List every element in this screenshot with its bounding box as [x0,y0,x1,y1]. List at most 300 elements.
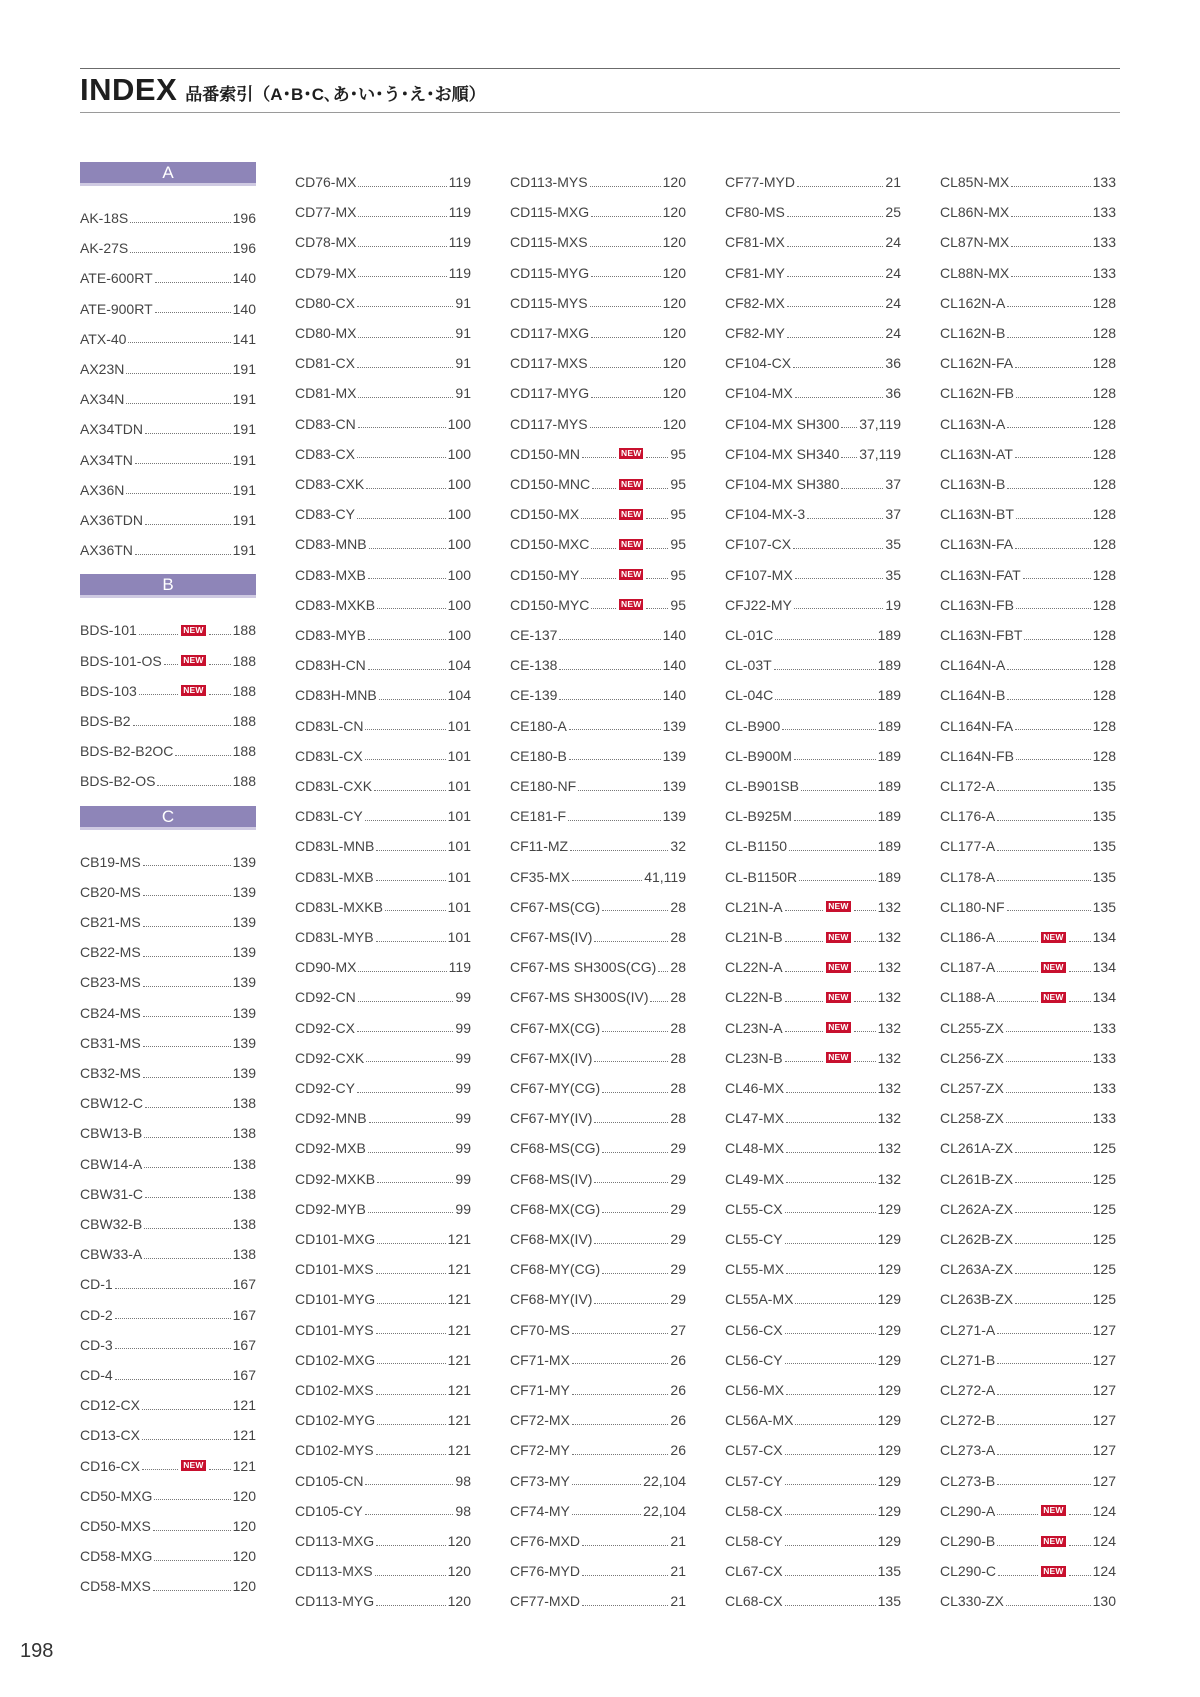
product-code: CB31-MS [80,1034,141,1051]
index-entry [725,1018,901,1038]
product-code: AK-18S [80,210,129,226]
index-entry [940,1410,1116,1430]
index-entry [940,504,1116,524]
index-entry [295,655,471,675]
dot-leader [785,1001,824,1002]
index-entry [80,1305,256,1325]
index-entry [725,806,901,826]
index-entry [725,1531,901,1551]
dot-leader [786,1273,876,1274]
product-code: CD102-MYS [295,1442,374,1459]
index-entry [80,1244,256,1264]
dot-leader [590,186,661,187]
dot-leader [376,941,446,942]
dot-leader [1007,699,1090,700]
product-code: CF107-CX [725,536,792,553]
product-code: CL164N-A [940,657,1006,674]
index-entry [80,771,256,791]
page-ref: 100 [447,476,471,492]
dot-leader [365,759,446,760]
product-code: CL272-A [940,1382,996,1398]
index-entry [510,806,686,826]
new-badge: NEW [828,931,849,942]
index-entry [940,323,1116,343]
dot-leader [143,895,231,896]
page-ref: 101 [447,808,471,825]
page-ref: 29 [670,1140,686,1157]
index-entry [295,474,471,494]
page-ref: 140 [232,300,256,317]
product-code: CL-B1150 [725,838,788,855]
page-ref: 29 [670,1231,686,1247]
product-code: CF71-MY [510,1382,570,1398]
page-ref: 129 [877,1533,901,1549]
index-entry [80,540,256,560]
page-ref: 121 [232,1397,256,1414]
page-ref: 28 [670,1049,686,1066]
page-ref: 98 [455,1472,471,1489]
dot-leader [130,222,230,223]
page-ref: 37 [885,476,901,492]
index-entry [940,1138,1116,1158]
product-code: CL67-CX [725,1563,783,1580]
dot-leader [369,1122,454,1123]
dot-leader [145,524,231,525]
new-badge: NEW [620,599,642,610]
page-ref: 132 [877,898,901,915]
product-code: CF67-MS SH300S(IV) [510,989,649,1006]
page-ref: 132 [877,929,901,945]
page-ref: 28 [670,989,686,1006]
page-ref: 129 [877,1321,901,1338]
page-ref: 100 [447,566,471,583]
page-ref: 120 [232,1518,256,1534]
dot-leader [143,1046,231,1047]
product-code: CD83L-MNB [295,838,375,855]
page-ref: 125 [1092,1261,1116,1278]
product-code: CF70-MS [510,1321,570,1338]
index-entry [725,716,901,736]
page-ref: 140 [662,657,686,674]
index-entry [940,293,1116,313]
index-entry [510,1289,686,1309]
product-code: CF68-MS(CG) [510,1140,601,1157]
dot-leader [143,1077,231,1078]
index-entry [510,1229,686,1249]
product-code: AX36TDN [80,512,144,528]
index-entry [725,1501,901,1521]
dot-leader [572,1484,641,1485]
product-code: CE-139 [510,687,558,704]
page-ref: 99 [455,1170,471,1187]
dot-leader [997,1454,1090,1455]
product-code: CF77-MYD [725,174,796,190]
product-code: CL23N-A [725,1019,783,1036]
product-code: CL290-A [940,1502,996,1519]
index-entry [80,238,256,258]
dot-leader [358,427,446,428]
page-ref: 99 [455,1110,471,1127]
product-code: CB23-MS [80,974,141,991]
index-entry [80,1456,256,1476]
index-entry [725,534,901,554]
new-badge: NEW [183,624,204,635]
dot-leader [1016,397,1091,398]
product-code: CD58-MXG [80,1548,153,1565]
product-code: CD92-CY [295,1080,355,1096]
new-badge: NEW [828,901,849,912]
product-code: CD83-MXKB [295,596,376,613]
index-entry [295,1410,471,1430]
page-ref: 134 [1092,929,1116,945]
product-code: CL271-B [940,1351,996,1368]
index-entry [940,655,1116,675]
page-ref: 139 [232,944,256,961]
product-code: CE180-B [510,747,567,764]
new-badge: NEW [828,1052,849,1063]
product-code: CD113-MXG [295,1533,375,1549]
dot-leader [787,276,884,277]
index-entry [510,474,686,494]
index-entry [295,595,471,615]
dot-leader [374,790,446,791]
section-header-b: B [80,574,256,595]
product-code: CF82-MY [725,325,785,341]
dot-leader [997,820,1090,821]
product-code: ATX-40 [80,330,127,347]
page-ref: 140 [232,270,256,287]
dot-leader [1015,1303,1090,1304]
product-code: CL-03T [725,657,772,674]
dot-leader [1016,518,1091,519]
product-code: CB32-MS [80,1065,141,1081]
page-ref: 24 [885,234,901,251]
dot-leader [785,1061,824,1062]
product-code: CL163N-FBT [940,627,1023,643]
page-ref: 100 [447,627,471,643]
index-entry [510,1471,686,1491]
product-code: CL163N-FAT [940,566,1021,583]
page-ref: 22,104 [643,1472,686,1489]
product-code: CL163N-FA [940,536,1014,553]
page-ref: 188 [232,652,256,669]
dot-leader [358,397,453,398]
page-ref: 26 [670,1412,686,1429]
index-entry [940,1440,1116,1460]
dot-leader [142,1469,178,1470]
page-ref: 189 [877,657,901,674]
dot-leader [153,1530,231,1531]
page-ref: 191 [232,391,256,408]
page-ref: 132 [877,989,901,1006]
dot-leader [569,729,661,730]
product-code: CD105-CN [295,1472,364,1489]
section-header-a: A [80,162,256,183]
dot-leader [144,1258,230,1259]
dot-leader [854,1061,876,1062]
index-entry [725,1138,901,1158]
dot-leader [1023,578,1091,579]
product-code: CF67-MY(CG) [510,1080,601,1096]
page-ref: 25 [885,204,901,221]
product-code: CL-B900 [725,717,781,734]
dot-leader [1015,1243,1090,1244]
index-entry [725,867,901,887]
index-entry [725,776,901,796]
dot-leader [795,578,884,579]
dot-leader [785,1605,876,1606]
dot-leader [594,1122,668,1123]
dot-leader [1011,246,1090,247]
product-code: CL68-CX [725,1593,783,1610]
index-entry [725,1259,901,1279]
dot-leader [592,488,616,489]
page-ref: 28 [670,1110,686,1127]
product-code: CL21N-A [725,898,783,915]
page-ref: 101 [447,747,471,764]
index-entry [295,867,471,887]
index-entry [940,957,1116,977]
product-code: CBW13-B [80,1125,143,1142]
page-ref: 91 [455,355,471,372]
dot-leader [1007,306,1090,307]
dot-leader [786,1092,876,1093]
product-code: CD102-MYG [295,1412,376,1429]
product-code: CD83L-CXK [295,778,373,794]
dot-leader [368,639,446,640]
index-entry [940,836,1116,856]
page-ref: 101 [447,838,471,855]
product-code: CD83L-MXKB [295,898,383,915]
dot-leader [377,1363,446,1364]
dot-leader [572,1363,669,1364]
page-ref: 129 [877,1231,901,1247]
dot-leader [1069,1001,1091,1002]
index-entry [510,504,686,524]
product-code: CD83H-CN [295,657,366,674]
index-entry [725,414,901,434]
page-ref: 129 [877,1442,901,1459]
page-ref: 188 [232,713,256,729]
dot-leader [602,1092,668,1093]
page-ref: 28 [670,1019,686,1036]
dot-leader [787,306,884,307]
product-code: CL164N-FA [940,717,1014,734]
product-code: CL290-C [940,1563,997,1580]
index-entry [725,1108,901,1128]
dot-leader [376,880,446,881]
product-code: CF81-MY [725,264,785,281]
dot-leader [997,790,1090,791]
index-entry [940,383,1116,403]
dot-leader [1015,1182,1090,1183]
dot-leader [1016,759,1091,760]
page-ref: 138 [232,1246,256,1263]
dot-leader [1006,1061,1091,1062]
index-entry [940,1229,1116,1249]
page-ref: 119 [448,174,471,190]
page-ref: 189 [877,747,901,764]
index-entry [295,1320,471,1340]
index-entry [295,1380,471,1400]
page-ref: 120 [662,174,686,190]
index-entry [510,444,686,464]
page-ref: 29 [670,1170,686,1187]
product-code: CL162N-FB [940,385,1014,402]
index-entry [510,1350,686,1370]
index-entry [80,1093,256,1113]
product-code: CB19-MS [80,853,141,870]
index-entry [510,1561,686,1581]
dot-leader [126,403,230,404]
page-ref: 128 [1092,385,1116,402]
dot-leader [357,457,446,458]
dot-leader [775,699,875,700]
dot-leader [799,880,876,881]
dot-leader [572,1514,641,1515]
product-code: CF11-MZ [510,838,569,855]
index-entry [80,741,256,761]
new-badge: NEW [1043,1565,1064,1576]
page-ref: 104 [447,657,471,674]
dot-leader [786,1152,876,1153]
index-entry [80,1123,256,1143]
product-code: BDS-101 [80,622,137,639]
index-entry [940,232,1116,252]
index-entry [80,1425,256,1445]
product-code: BDS-B2-OS [80,773,156,790]
product-code: CF71-MX [510,1351,570,1368]
index-entry [510,1591,686,1611]
dot-leader [365,1484,453,1485]
product-code: CF68-MY(IV) [510,1291,593,1308]
dot-leader [854,1001,876,1002]
product-code: CF74-MY [510,1502,570,1519]
page-ref: 35 [885,566,901,583]
page-ref: 135 [877,1593,901,1610]
index-entry [295,1471,471,1491]
index-entry [80,480,256,500]
dot-leader [1015,457,1091,458]
dot-leader [591,337,661,338]
product-code: CD83-CXK [295,476,365,492]
dot-leader [997,850,1090,851]
dot-leader [841,427,857,428]
index-entry [940,927,1116,947]
dot-leader [1011,276,1090,277]
product-code: CF72-MX [510,1412,570,1429]
product-code: CL163N-A [940,415,1006,432]
page-ref: 191 [232,451,256,468]
page-ref: 95 [670,506,686,523]
product-code: AX34TN [80,451,133,468]
index-entry [940,474,1116,494]
index-entry [940,806,1116,826]
dot-leader [115,1318,231,1319]
dot-leader [570,850,668,851]
dot-leader [143,926,231,927]
page-ref: 139 [662,808,686,825]
product-code: CL330-ZX [940,1593,1004,1610]
product-code: CD50-MXG [80,1487,153,1504]
dot-leader [997,880,1090,881]
page-ref: 191 [232,512,256,528]
index-entry [295,716,471,736]
page-ref: 133 [1092,264,1116,281]
dot-leader [1015,548,1090,549]
product-code: CL164N-FB [940,747,1014,764]
product-code: CL180-NF [940,898,1005,915]
index-entry [295,897,471,917]
page-ref: 29 [670,1200,686,1217]
page-ref: 120 [662,264,686,281]
page-ref: 139 [232,974,256,991]
page-ref: 120 [662,385,686,402]
page-ref: 189 [877,868,901,885]
product-code: CF76-MXD [510,1533,581,1549]
dot-leader [646,457,668,458]
product-code: CD150-MX [510,506,580,523]
index-entry [725,897,901,917]
dot-leader [1007,910,1091,911]
dot-leader [358,337,453,338]
dot-leader [1069,1575,1091,1576]
index-entry [510,1380,686,1400]
page-ref: 21 [670,1563,686,1580]
page-ref: 128 [1092,506,1116,523]
product-code: BDS-103 [80,682,137,699]
index-entry [295,987,471,1007]
product-code: BDS-101-OS [80,652,162,669]
product-code: AX34N [80,391,125,408]
product-code: CD115-MYS [510,294,588,311]
index-entry [940,1320,1116,1340]
index-entry [80,1486,256,1506]
page-ref: 133 [1092,1080,1116,1096]
index-entry [80,359,256,379]
index-entry [80,882,256,902]
dot-leader [568,820,661,821]
index-entry [295,1289,471,1309]
index-entry [510,957,686,977]
page-ref: 138 [232,1216,256,1232]
dot-leader [786,1394,876,1395]
product-code: CL188-A [940,989,996,1006]
index-entry [725,353,901,373]
dot-leader [602,910,668,911]
product-code: CF80-MS [725,204,785,221]
page-ref: 133 [1092,1110,1116,1127]
product-code: CF81-MX [725,234,785,251]
dot-leader [569,759,661,760]
product-code: CD13-CX [80,1427,140,1444]
product-code: CD102-MXG [295,1351,376,1368]
dot-leader [357,1092,454,1093]
dot-leader [775,639,875,640]
product-code: CD78-MX [295,234,357,251]
page-ref: 100 [447,445,471,462]
dot-leader [155,312,231,313]
product-code: AX34TDN [80,421,144,438]
index-entry [940,1471,1116,1491]
index-entry [295,1591,471,1611]
dot-leader [591,397,661,398]
index-entry [725,1410,901,1430]
product-code: CL261A-ZX [940,1140,1014,1157]
page-ref: 139 [232,1034,256,1051]
new-badge: NEW [183,1460,204,1471]
page-ref: 139 [662,778,686,794]
